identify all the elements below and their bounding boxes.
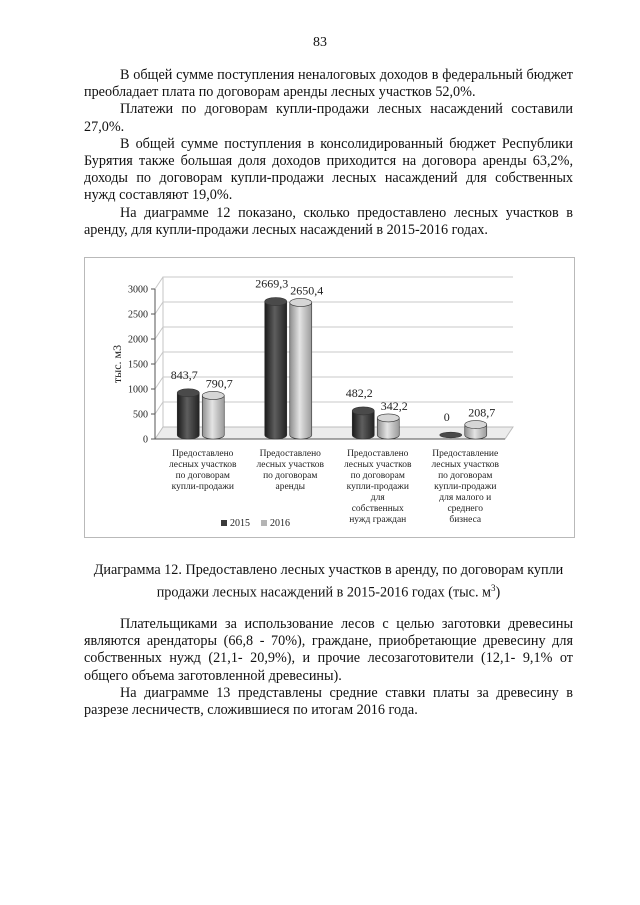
data-label: 342,2 [380, 398, 408, 413]
data-label: 843,7 [170, 367, 198, 382]
bar-cylinder [202, 395, 224, 439]
category-label: среднего [447, 504, 484, 514]
paragraph: На диаграмме 13 представлены средние ставки платы за древесину в разрезе лесничеств, сложившиеся по итогам 2016 года. [84, 684, 573, 719]
bar-top [265, 298, 287, 306]
bar-chart [85, 258, 574, 537]
bar-cylinder [290, 302, 312, 439]
y-tick-label: 2500 [128, 309, 148, 321]
category-label: Предоставлено [347, 449, 409, 459]
category-label: нужд граждан [349, 515, 407, 525]
data-label: 208,7 [468, 405, 496, 420]
chart-caption [84, 562, 573, 602]
category-label: лесных участков [344, 460, 412, 470]
category-label: собственных [351, 504, 404, 514]
category-label: Предоставление [432, 449, 499, 459]
legend-label: 2015 [230, 518, 250, 529]
category-label: аренды [275, 482, 305, 492]
legend-swatch [221, 520, 227, 526]
gridline [155, 327, 513, 339]
paragraph: Платежи по договорам купли-продажи лесных насаждений составили 27,0%. [84, 101, 573, 135]
paragraph: В общей сумме поступления в консолидированный бюджет Республики Бурятия также большая доля доходов приходится на договора аренды 63,2%, доходы по договорам купли-продажи лесных насаждений для собственных нужд составляют 19,0%. [84, 135, 573, 204]
gridline [155, 352, 513, 364]
bar-top [202, 391, 224, 399]
paragraph: В общей сумме поступления неналоговых доходов в федеральный бюджет преобладает плата по договорам аренды лесных участков 52,0%. [84, 67, 573, 101]
bar-top [377, 414, 399, 422]
bar-top [352, 407, 374, 415]
category-label: бизнеса [449, 515, 482, 525]
chart-frame [84, 257, 575, 538]
legend-label: 2016 [270, 518, 290, 529]
gridline [155, 277, 513, 289]
page-number: 83 [313, 35, 327, 50]
category-label: по договорам [438, 471, 493, 481]
bar-cylinder [177, 393, 199, 439]
category-label: по договорам [175, 471, 230, 481]
y-tick-label: 500 [133, 409, 148, 421]
bar-zero [440, 432, 462, 438]
caption-text: Диаграмма 12. Предоставлено лесных участков в аренду, по договорам купли продажи лесных насаждений в 2015-2016 годах (тыс. м [93, 562, 564, 601]
category-label: для [370, 493, 385, 503]
data-label: 0 [443, 410, 450, 424]
text-block-bottom [84, 616, 573, 719]
y-tick-label: 0 [143, 434, 148, 446]
category-label: для малого и [439, 493, 492, 503]
data-label: 2650,4 [290, 283, 324, 298]
paragraph: На диаграмме 12 показано, сколько предоставлено лесных участков в аренду, для купли-продажи лесных насаждений в 2015-2016 годах. [84, 204, 573, 238]
category-label: Предоставлено [259, 449, 321, 459]
data-label: 482,2 [345, 385, 373, 400]
y-tick-label: 1500 [128, 359, 148, 371]
paragraph: Плательщиками за использование лесов с целью заготовки древесины являются арендаторы (66,8 - 70%), граждане, приобретающие древесину для собственных нужд (21,1- 20,9%), и прочие лесозаготовители (12,1- 9,1% от общего объема заготовленной древесины). [84, 616, 573, 684]
data-label: 2669,3 [255, 276, 289, 291]
category-label: купли-продажи [171, 482, 234, 492]
category-label: лесных участков [431, 460, 499, 470]
text-block-top [84, 67, 573, 239]
bar-top [177, 389, 199, 397]
y-tick-label: 2000 [128, 334, 148, 346]
y-axis-label: тыс. м3 [110, 344, 124, 384]
caption-sup: 3 [491, 582, 496, 593]
bar-top [290, 298, 312, 306]
caption-end: ) [495, 584, 501, 601]
legend-swatch [261, 520, 267, 526]
category-label: купли-продажи [434, 482, 497, 492]
category-label: по договорам [350, 471, 405, 481]
category-label: лесных участков [256, 460, 324, 470]
y-tick-label: 3000 [128, 284, 148, 296]
bar-top [465, 421, 487, 429]
category-label: Предоставлено [172, 449, 234, 459]
category-label: по договорам [263, 471, 318, 481]
data-label: 790,7 [205, 376, 233, 391]
category-label: лесных участков [169, 460, 237, 470]
category-label: купли-продажи [346, 482, 409, 492]
y-tick-label: 1000 [128, 384, 148, 396]
gridline [155, 302, 513, 314]
bar-cylinder [265, 302, 287, 439]
